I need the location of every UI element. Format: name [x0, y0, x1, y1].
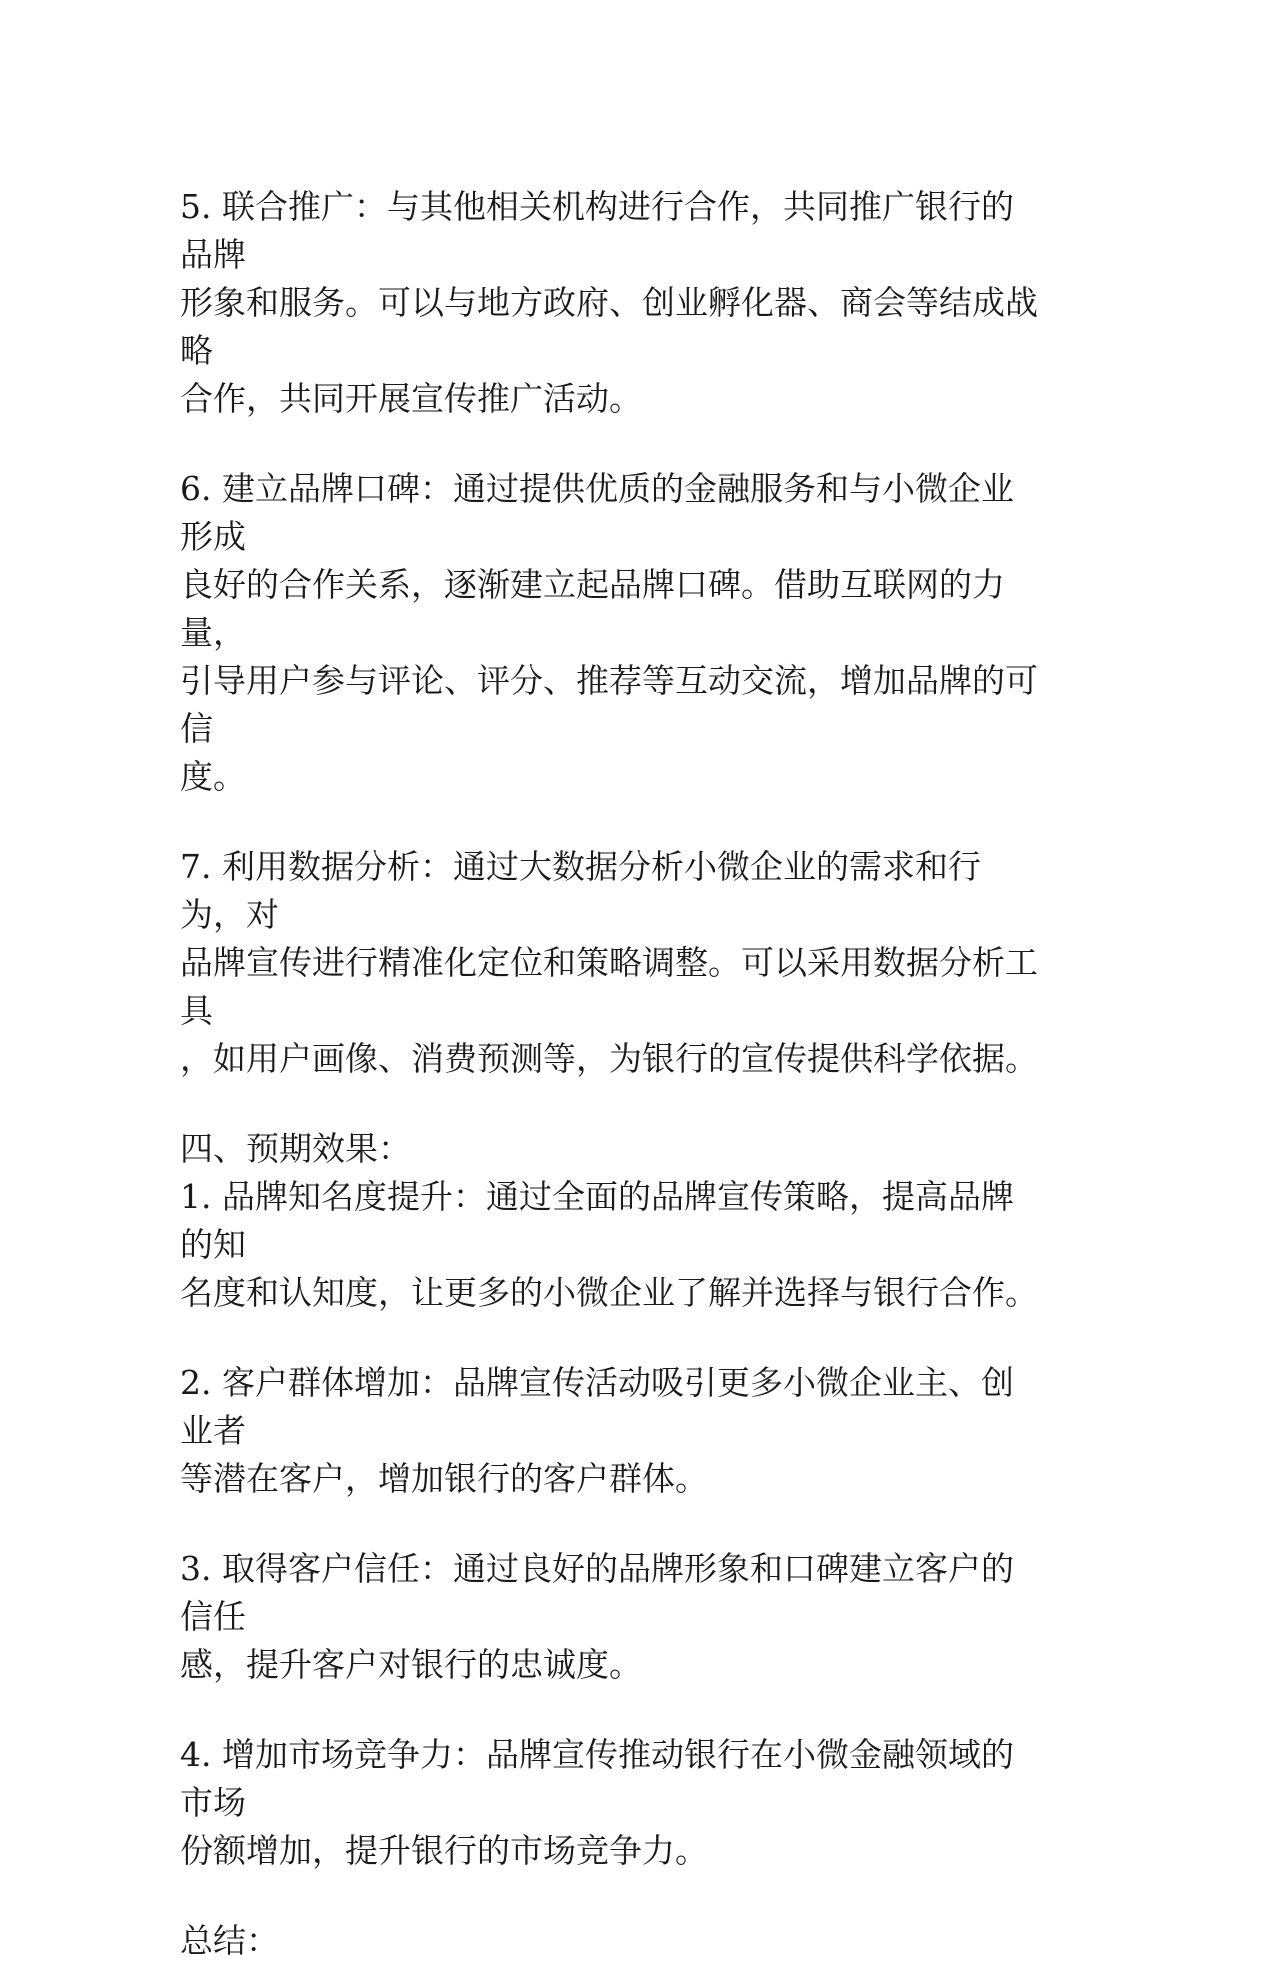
paragraph-customer-growth: 2. 客户群体增加：品牌宣传活动吸引更多小微企业主、创业者 等潜在客户，增加银行的客户群体。	[180, 1363, 1014, 1498]
section-heading-expected-effects: 四、预期效果：	[180, 1129, 411, 1168]
paragraph-joint-promotion: 5. 联合推广：与其他相关机构进行合作，共同推广银行的品牌 形象和服务。可以与地方政府、创业孵化器、商会等结成战略 合作，共同开展宣传推广活动。	[180, 187, 1038, 418]
paragraph-market-competitiveness: 4. 增加市场竞争力：品牌宣传推动银行在小微金融领域的市场 份额增加，提升银行的市场竞争力。	[180, 1735, 1014, 1870]
paragraph-customer-trust: 3. 取得客户信任：通过良好的品牌形象和口碑建立客户的信任 感，提升客户对银行的忠诚度。	[180, 1549, 1014, 1684]
paragraph-data-analysis: 7. 利用数据分析：通过大数据分析小微企业的需求和行为，对 品牌宣传进行精准化定位和策略调整。可以采用数据分析工具 ，如用户画像、消费预测等，为银行的宣传提供科学依据。	[180, 847, 1038, 1078]
document-body	[180, 183, 1045, 1965]
paragraph-brand-awareness: 1. 品牌知名度提升：通过全面的品牌宣传策略，提高品牌的知 名度和认知度，让更多的小微企业了解并选择与银行合作。	[180, 1177, 1038, 1312]
paragraph-brand-reputation: 6. 建立品牌口碑：通过提供优质的金融服务和与小微企业形成 良好的合作关系，逐渐建立起品牌口碑。借助互联网的力量， 引导用户参与评论、评分、推荐等互动交流，增加品牌的可信 度。	[180, 469, 1038, 796]
section-heading-summary: 总结：	[180, 1921, 279, 1960]
